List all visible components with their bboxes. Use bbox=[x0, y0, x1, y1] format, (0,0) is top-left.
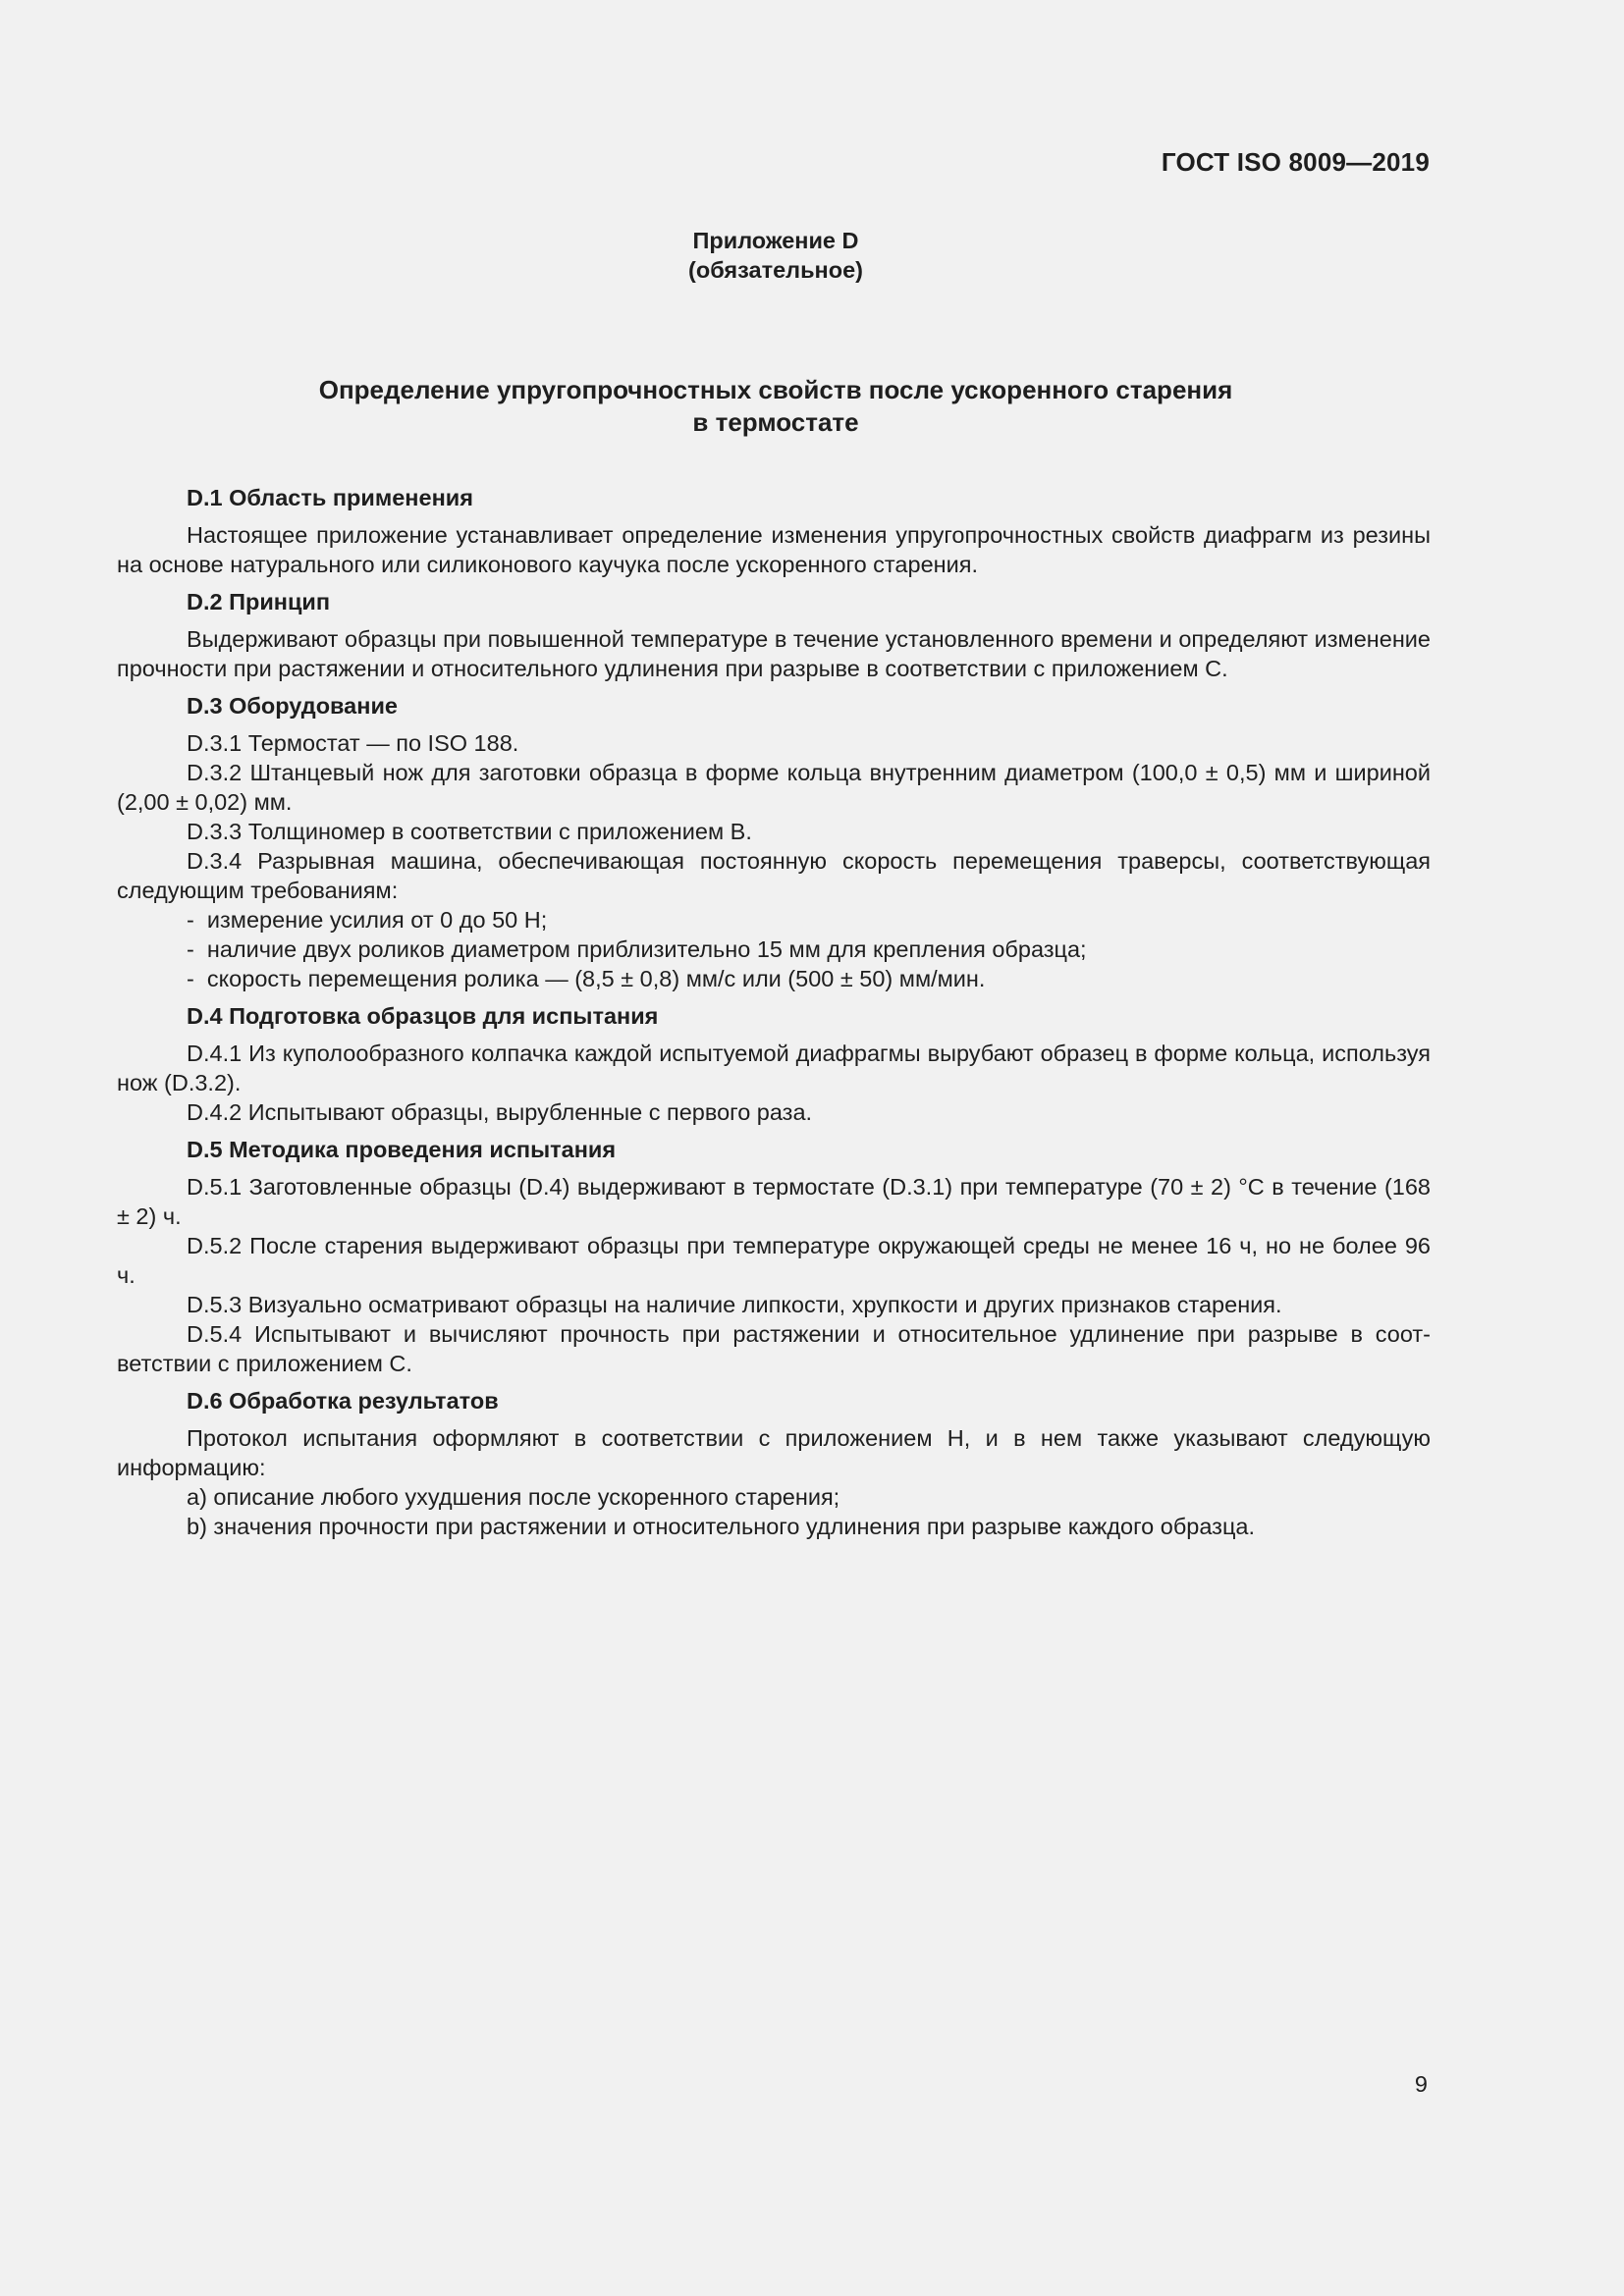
list-item-roller-speed: - скорость перемещения ролика — (8,5 ± 0,8) мм/с или (500 ± 50) мм/мин. bbox=[187, 966, 986, 991]
section-heading-d4: D.4 Подготовка образцов для испытания bbox=[187, 1003, 659, 1029]
list-item-force-range: - измерение усилия от 0 до 50 Н; bbox=[187, 907, 548, 933]
section-heading-d1: D.1 Область применения bbox=[187, 485, 473, 510]
document-code: ГОСТ ISO 8009—2019 bbox=[1161, 147, 1430, 177]
section-heading-d3: D.3 Оборудование bbox=[187, 693, 398, 719]
clause-d3-2: D.3.2 Штанцевый нож для заготовки образца в форме кольца внутренним диаметром (100,0 ± 0,5) мм и шириной (2,00 ± 0,02) мм. bbox=[117, 760, 1431, 815]
appendix-heading bbox=[0, 226, 1551, 285]
clause-d3-1: D.3.1 Термостат — по ISO 188. bbox=[187, 730, 519, 756]
section-heading-d2: D.2 Принцип bbox=[187, 589, 331, 614]
clause-d4-1: D.4.1 Из куполообразного колпачка каждой испытуемой диафрагмы вырубают образец в форме кольца, используя нож (D.3.2). bbox=[117, 1041, 1431, 1095]
section-heading-d6: D.6 Обработка результатов bbox=[187, 1388, 499, 1414]
list-item-rollers: - наличие двух роликов диаметром приблизительно 15 мм для крепления образца; bbox=[187, 936, 1087, 962]
annex-title-line-2: в термостате bbox=[692, 407, 859, 437]
section-d2-paragraph: Выдерживают образцы при повышенной температуре в течение установленного времени и определяют изменение прочности при растяжении и относительного удлинения при разрыве в соответствии с приложением С. bbox=[117, 626, 1431, 681]
clause-d3-3: D.3.3 Толщиномер в соответствии с приложением В. bbox=[187, 819, 752, 844]
list-item-a: a) описание любого ухудшения после ускоренного старения; bbox=[187, 1484, 840, 1510]
appendix-label: Приложение D bbox=[692, 228, 859, 253]
annex-title-line-1: Определение упругопрочностных свойств после ускоренного старения bbox=[318, 375, 1233, 404]
list-item-b: b) значения прочности при растяжении и относительного удлинения при разрыве каждого образца. bbox=[187, 1514, 1255, 1539]
clause-d5-3: D.5.3 Визуально осматривают образцы на наличие липкости, хрупкости и других признаков старения. bbox=[187, 1292, 1282, 1317]
clause-d5-4: D.5.4 Испытывают и вычисляют прочность при растяжении и относительное удлинение при разрыве в соответствии с приложением С. bbox=[117, 1321, 1431, 1376]
page-number: 9 bbox=[1414, 2071, 1428, 2097]
section-d6-paragraph: Протокол испытания оформляют в соответствии с приложением Н, и в нем также указывают следующую информацию: bbox=[117, 1425, 1431, 1480]
clause-d5-2: D.5.2 После старения выдерживают образцы при температуре окружающей среды не менее 16 ч, но не более 96 ч. bbox=[117, 1233, 1431, 1288]
section-heading-d5: D.5 Методика проведения испытания bbox=[187, 1137, 617, 1162]
clause-d3-4: D.3.4 Разрывная машина, обеспечивающая постоянную скорость перемещения траверсы, соответствующая следующим требованиям: bbox=[117, 848, 1431, 903]
appendix-status: (обязательное) bbox=[688, 257, 863, 283]
document-body bbox=[117, 483, 1431, 1541]
clause-d5-1: D.5.1 Заготовленные образцы (D.4) выдерживают в термостате (D.3.1) при температуре (70 ± 2) °С в течение (168 ± 2) ч. bbox=[117, 1174, 1431, 1229]
section-d1-paragraph: Настоящее приложение устанавливает определение изменения упругопрочностных свойств диафрагм из резины на основе натурального или силиконового каучука после ускоренного старения. bbox=[117, 522, 1431, 577]
annex-title bbox=[0, 374, 1551, 439]
clause-d4-2: D.4.2 Испытывают образцы, вырубленные с первого раза. bbox=[187, 1099, 813, 1125]
